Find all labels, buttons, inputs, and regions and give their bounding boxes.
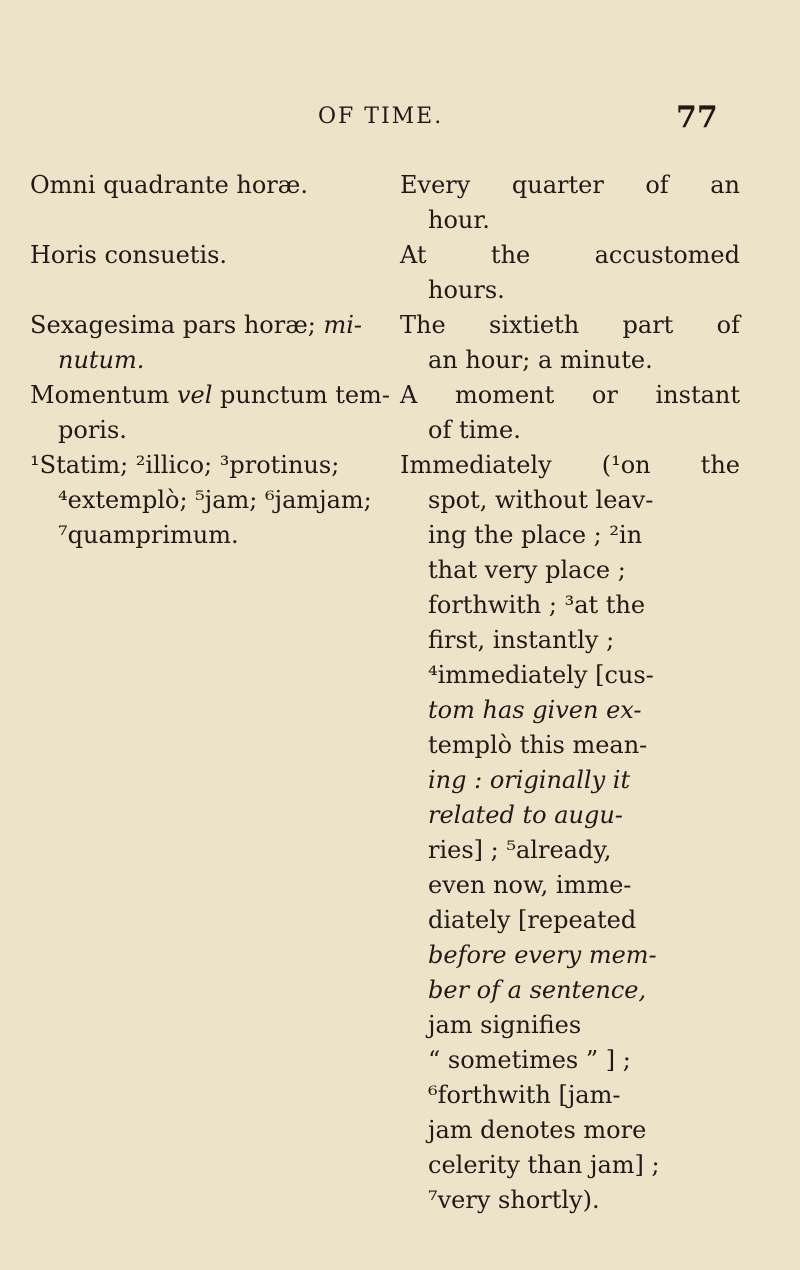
english-line: Immediately (¹on the [400, 451, 740, 479]
english-line: jam denotes more [428, 1116, 647, 1144]
english-line: ber of a sentence, [428, 976, 647, 1004]
latin-text-italic: vel [176, 381, 213, 409]
english-line: ⁶forthwith [jam- [428, 1081, 621, 1109]
latin-line: Horis consuetis. [30, 241, 228, 269]
english-line: The sixtieth part of [400, 311, 740, 339]
english-translation [400, 308, 740, 378]
english-line: ⁷very shortly). [428, 1186, 600, 1214]
english-translation [400, 238, 740, 308]
english-line: of time. [428, 416, 521, 444]
english-line: even now, imme- [428, 871, 632, 899]
english-line: forthwith ; ³at the [428, 591, 646, 619]
english-line: hour. [428, 206, 490, 234]
page-number: 77 [676, 100, 718, 135]
english-line: templò this mean- [428, 731, 648, 759]
latin-phrase [30, 448, 390, 553]
running-title: OF TIME. [318, 104, 444, 129]
english-line: ries] ; ⁵already, [428, 836, 612, 864]
english-line: ⁴immediately [cus- [428, 661, 654, 689]
english-line: jam signifies [428, 1011, 582, 1039]
english-line: At the accustomed [400, 241, 740, 269]
english-translation [400, 168, 740, 238]
english-line: related to augu- [428, 801, 623, 829]
latin-phrase [30, 238, 390, 273]
english-line: diately [repeated [428, 906, 637, 934]
latin-line: ⁴extemplò; ⁵jam; ⁶jamjam; [58, 486, 372, 514]
english-line: that very place ; [428, 556, 626, 584]
latin-text: punctum tem- [212, 381, 390, 409]
english-line: spot, without leav- [428, 486, 654, 514]
english-line: before every mem- [428, 941, 657, 969]
latin-text-italic: mi- [323, 311, 363, 339]
english-line: “ sometimes ” ] ; [428, 1046, 631, 1074]
english-line: hours. [428, 276, 505, 304]
latin-text: Momentum [30, 381, 177, 409]
english-line: first, instantly ; [428, 626, 615, 654]
latin-phrase [30, 308, 390, 378]
english-line: tom has given ex- [428, 696, 642, 724]
latin-phrase [30, 168, 390, 203]
latin-text: Sexagesima pars horæ; [30, 311, 324, 339]
english-line: an hour; a minute. [428, 346, 653, 374]
latin-line [30, 308, 390, 343]
latin-line [30, 378, 390, 413]
english-translation [400, 378, 740, 448]
english-line: Every quarter of an [400, 171, 740, 199]
english-line: ing : originally it [428, 766, 631, 794]
english-line: A moment or instant [400, 381, 740, 409]
latin-line: nutum. [58, 346, 145, 374]
latin-phrase [30, 378, 390, 448]
running-head [0, 100, 800, 140]
latin-line: Omni quadrante horæ. [30, 171, 308, 199]
english-line: celerity than jam] ; [428, 1151, 660, 1179]
english-translation [400, 448, 740, 1218]
latin-line: ⁷quamprimum. [58, 521, 239, 549]
latin-line: ¹Statim; ²illico; ³protinus; [30, 451, 340, 479]
latin-line: poris. [58, 416, 127, 444]
english-line: ing the place ; ²in [428, 521, 643, 549]
